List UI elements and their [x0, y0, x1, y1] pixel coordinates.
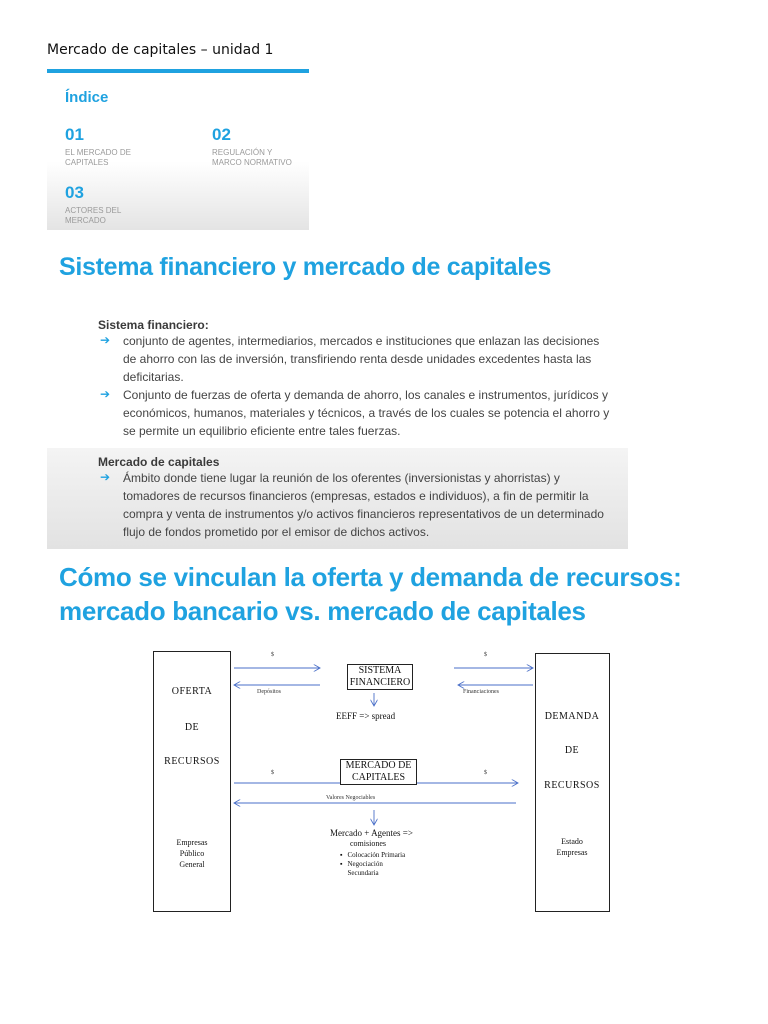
sistema-financiero-node — [347, 664, 413, 690]
section-1-title: Sistema financiero y mercado de capitales — [59, 253, 552, 281]
mercado-capitales-heading: Mercado de capitales — [98, 455, 220, 469]
sistema-financiero-bullet-2: Conjunto de fuerzas de oferta y demanda de ahorro, los canales e instrumentos, jurídicos y económicos, humanos, materiales y técnicos, a través de los cuales se potencia el ahorro y se permite un equilibrio eficiente entre tales fuerzas. — [123, 388, 610, 438]
dollar-label: $ — [271, 770, 274, 776]
mercado-bullet-1-text: Colocación Primaria — [347, 851, 406, 859]
demanda-label: DEMANDA — [544, 711, 600, 722]
mercado-capitales-bullet-1: Ámbito donde tiene lugar la reunión de los oferentes (inversionistas y ahorristas) y tomadores de recursos financieros (empresas, estados e individuos), a fin de permitir la compra y venta de instrumentos y/o activos financieros representativos de un determinado flujo de fondos prometido por el emisor de dichos activos. — [123, 471, 604, 539]
mercado-note-1: Mercado + Agentes => — [330, 828, 413, 838]
sistema-label-1: SISTEMA — [358, 665, 402, 676]
title-divider — [47, 69, 309, 73]
mercado-label-1: MERCADO DE — [345, 760, 412, 771]
dollar-label: $ — [484, 770, 487, 776]
oferta-actor-1: Empresas — [176, 838, 208, 847]
financiaciones-label: Financiaciones — [463, 689, 499, 695]
mercado-bullet-2: ▪ Negociación Secundaria — [340, 860, 405, 878]
oferta-actor-2: Público — [179, 849, 205, 858]
mercado-bullet-list — [340, 851, 405, 878]
index-panel — [47, 78, 309, 230]
section-2-title-line-2: mercado bancario vs. mercado de capitales — [59, 596, 586, 626]
mercado-capitales-node — [340, 759, 417, 785]
bullet-arrow-icon: ➔ — [100, 333, 111, 347]
document-title: Mercado de capitales – unidad 1 — [47, 42, 274, 58]
index-item-2-number: 02 — [212, 125, 231, 144]
mercado-note-2: comisiones — [350, 839, 386, 848]
bullet-arrow-icon: ➔ — [100, 470, 111, 484]
spread-note: EEFF => spread — [336, 711, 396, 721]
sistema-label-2: FINANCIERO — [349, 677, 411, 688]
index-item-2-text: REGULACIÓN Y MARCO NORMATIVO — [212, 148, 292, 167]
index-item-1-number: 01 — [65, 125, 84, 144]
demanda-actor-2: Empresas — [556, 848, 588, 857]
sistema-financiero-bullet-1: conjunto de agentes, intermediarios, mercados e instituciones que enlazan las decisiones de ahorro con las de inversión, transfiriendo renta desde unidades excedentes hasta las deficitarias. — [123, 334, 600, 384]
section-2-title-line-1: Cómo se vinculan la oferta y demanda de recursos: — [59, 562, 682, 592]
depositos-label: Depósitos — [257, 689, 281, 695]
demanda-actor-1: Estado — [561, 837, 583, 846]
oferta-recursos-label: RECURSOS — [164, 756, 220, 767]
index-item-1-text: EL MERCADO DE CAPITALES — [65, 148, 131, 167]
bullet-arrow-icon: ➔ — [100, 387, 111, 401]
dollar-label: $ — [271, 652, 274, 658]
flow-diagram — [150, 648, 612, 914]
valores-label: Valores Negociables — [326, 795, 376, 801]
demanda-recursos-label: RECURSOS — [544, 780, 600, 791]
mercado-label-2: CAPITALES — [351, 772, 406, 783]
index-item-3-number: 03 — [65, 183, 84, 202]
oferta-de-label: DE — [184, 722, 200, 733]
index-heading: Índice — [65, 89, 109, 106]
oferta-label: OFERTA — [171, 686, 213, 697]
mercado-bullet-1: ▪ Colocación Primaria — [340, 851, 406, 859]
sistema-financiero-heading: Sistema financiero: — [98, 318, 209, 332]
index-item-3-text: ACTORES DEL MERCADO — [65, 206, 122, 225]
mercado-bullet-2-text: Negociación Secundaria — [347, 860, 383, 877]
dollar-label: $ — [484, 652, 487, 658]
demanda-de-label: DE — [564, 745, 580, 756]
oferta-actor-3: General — [179, 860, 205, 869]
